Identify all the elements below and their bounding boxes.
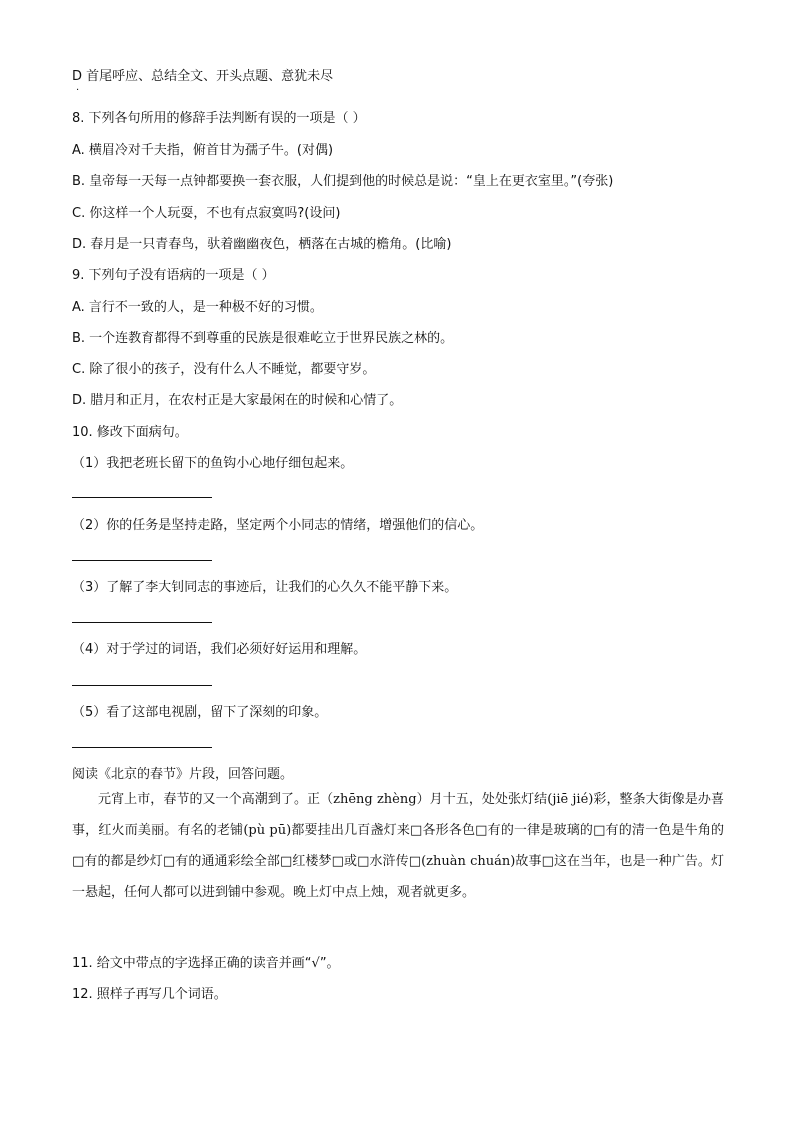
q9-option-b: B. 一个连教育都得不到尊重的民族是很难屹立于世界民族之林的。 xyxy=(72,331,454,346)
stray-dot: · xyxy=(76,85,80,96)
q12-stem: 12. 照样子再写几个词语。 xyxy=(72,987,227,1002)
q9-option-d: D. 腊月和正月，在农村正是大家最闲在的时候和心情了。 xyxy=(72,393,403,408)
answer-line-2 xyxy=(72,560,212,561)
q10-5: （5）看了这部电视剧，留下了深刻的印象。 xyxy=(72,705,328,720)
q7-option-d: D 首尾呼应、总结全文、开头点题、意犹未尽 xyxy=(72,69,334,84)
q8-option-d: D. 春月是一只青春鸟，驮着幽幽夜色，栖落在古城的檐角。(比喻) xyxy=(72,237,452,252)
answer-line-1 xyxy=(72,497,212,498)
q8-stem: 8. 下列各句所用的修辞手法判断有误的一项是（ ） xyxy=(72,111,366,126)
q10-3: （3）了解了李大钊同志的事迹后，让我们的心久久不能平静下来。 xyxy=(72,580,458,595)
answer-line-5 xyxy=(72,747,212,748)
q10-1: （1）我把老班长留下的鱼钩小心地仔细包起来。 xyxy=(72,456,354,471)
q8-option-c: C. 你这样一个人玩耍，不也有点寂寞吗?(设问) xyxy=(72,206,341,221)
reading-intro: 阅读《北京的春节》片段，回答问题。 xyxy=(72,767,294,782)
q11-stem: 11. 给文中带点的字选择正确的读音并画“√”。 xyxy=(72,956,340,971)
q9-stem: 9. 下列句子没有语病的一项是（ ） xyxy=(72,268,275,283)
q8-option-a: A. 横眉冷对千夫指，俯首甘为孺子牛。(对偶) xyxy=(72,143,334,158)
q9-option-a: A. 言行不一致的人，是一种极不好的习惯。 xyxy=(72,300,323,315)
q10-4: （4）对于学过的词语，我们必须好好运用和理解。 xyxy=(72,642,367,657)
answer-line-4 xyxy=(72,685,212,686)
reading-passage xyxy=(72,784,724,908)
q10-stem: 10. 修改下面病句。 xyxy=(72,425,188,440)
q10-2: （2）你的任务是坚持走路，坚定两个小同志的情绪，增强他们的信心。 xyxy=(72,518,484,533)
passage-text: 元宵上市，春节的又一个高潮到了。正（zhēng zhèng）月十五，处处张灯结(jiē jié)彩，整条大街像是办喜事，红火而美丽。有名的老铺(pù pū)都要挂出几百盏灯来□各形各色□有的一律是玻璃的□有的清一色是牛角的□有的都是纱灯□有的通通彩绘全部□红楼梦□或□水浒传□(zhuàn chuán)故事□这在当年，也是一种广告。灯一悬起，任何人都可以进到铺中参观。晚上灯中点上烛，观者就更多。 xyxy=(72,792,724,900)
q8-option-b: B. 皇帝每一天每一点钟都要换一套衣服，人们提到他的时候总是说：“皇上在更衣室里。”(夸张) xyxy=(72,174,614,189)
q9-option-c: C. 除了很小的孩子，没有什么人不睡觉，都要守岁。 xyxy=(72,362,376,377)
answer-line-3 xyxy=(72,622,212,623)
